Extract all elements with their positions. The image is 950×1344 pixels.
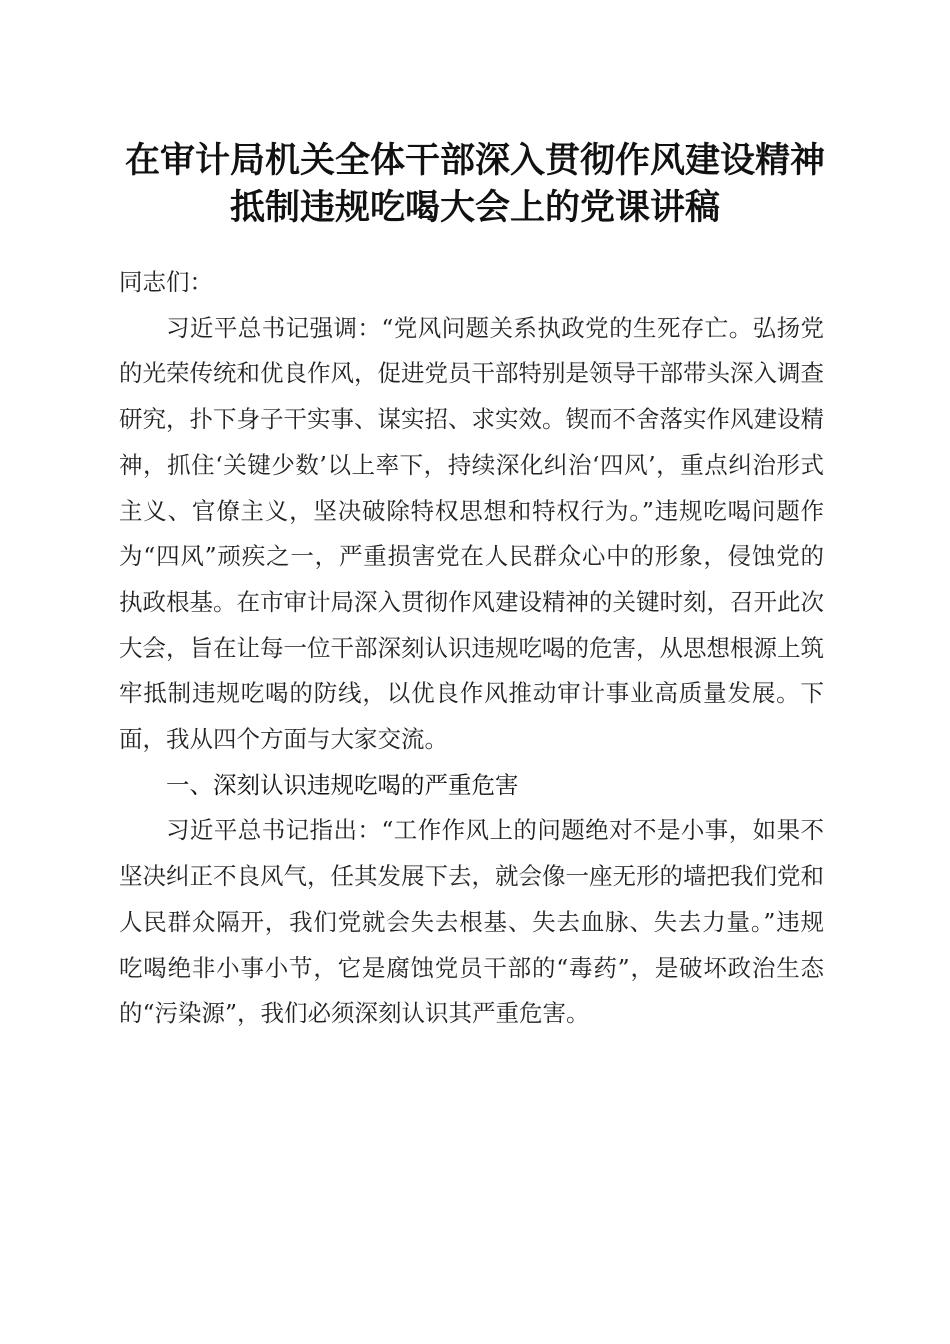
document-body (119, 260, 824, 1037)
intro-paragraph: 习近平总书记强调：“党风问题关系执政党的生死存亡。弘扬党的光荣传统和优良作风，促进党员干部特别是领导干部带头深入调查研究，扑下身子干实事、谋实招、求实效。锲而不舍落实作风建设精神，抓住‘关键少数’以上率下，持续深化纠治‘四风’，重点纠治形式主义、官僚主义，坚决破除特权思想和特权行为。”违规吃喝问题作为“四风”顽疾之一，严重损害党在人民群众心中的形象，侵蚀党的执政根基。在市审计局深入贯彻作风建设精神的关键时刻，召开此次大会，旨在让每一位干部深刻认识违规吃喝的危害，从思想根源上筑牢抵制违规吃喝的防线，以优良作风推动审计事业高质量发展。下面，我从四个方面与大家交流。 (119, 313, 824, 754)
section-1-paragraph: 习近平总书记指出：“工作作风上的问题绝对不是小事，如果不坚决纠正不良风气，任其发展下去，就会像一座无形的墙把我们党和人民群众隔开，我们党就会失去根基、失去血脉、失去力量。”违规吃喝绝非小事小节，它是腐蚀党员干部的“毒药”，是破坏政治生态的“污染源”，我们必须深刻认识其严重危害。 (119, 816, 824, 1028)
document-title-line-2: 抵制违规吃喝大会上的党课讲稿 (229, 187, 720, 228)
document-title-line-1: 在审计局机关全体干部深入贯彻作风建设精神 (124, 140, 825, 181)
salutation: 同志们： (119, 268, 213, 296)
section-1-heading: 一、深刻认识违规吃喝的严重危害 (166, 770, 519, 799)
